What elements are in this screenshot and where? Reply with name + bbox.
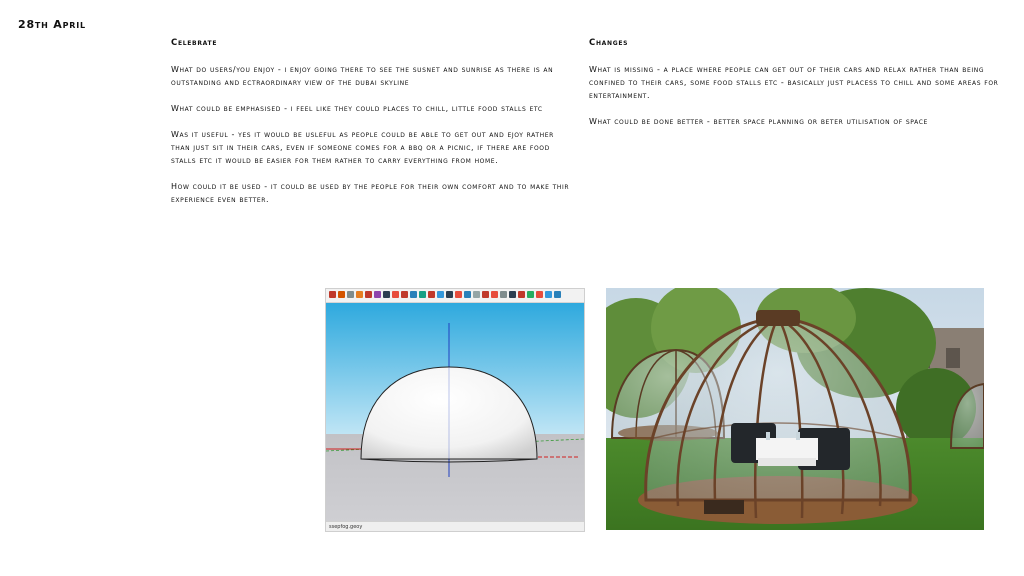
changes-heading: Changes: [589, 38, 629, 48]
celebrate-paragraph-1: What do users/you enjoy - i enjoy going there to see the susnet and sunrise as there is an outstanding and ectraordinary view of the dubai skyline: [171, 65, 554, 87]
celebrate-paragraph-3: Was it useful - yes it would be usleful as people could be able to get out and ejoy rather than just sit in their cars, even if someone comes for a bbq or a picnic, if there are food stalls etc it would be easier for them rather to carry everything from home.: [171, 130, 554, 165]
celebrate-paragraph-4: How could it be used - it could be used by the people for their own comfort and to make thir experience even better.: [171, 182, 570, 204]
celebrate-heading: Celebrate: [171, 38, 218, 48]
celebrate-column: [171, 37, 576, 219]
dome-3d-model-screenshot: [325, 288, 585, 532]
changes-column: [589, 37, 999, 141]
page-date: 28th April: [18, 18, 86, 31]
model-viewport[interactable]: [326, 289, 584, 531]
dome-dining-photo: [606, 288, 984, 530]
status-bar: ssepfog.geoy: [326, 521, 584, 531]
changes-paragraph-1: What is missing - a place where people can get out of their cars and relax rather than being confined to their cars, some food stalls etc - basically just placess to chill and some areas for entertainment.: [589, 65, 999, 100]
dome-dining-illustration: [606, 288, 984, 530]
celebrate-paragraph-2: What could be emphasised - i feel like they could places to chill, little food stalls etc: [171, 104, 543, 113]
changes-paragraph-2: What could be done better - better space planning or beter utilisation of space: [589, 117, 928, 126]
